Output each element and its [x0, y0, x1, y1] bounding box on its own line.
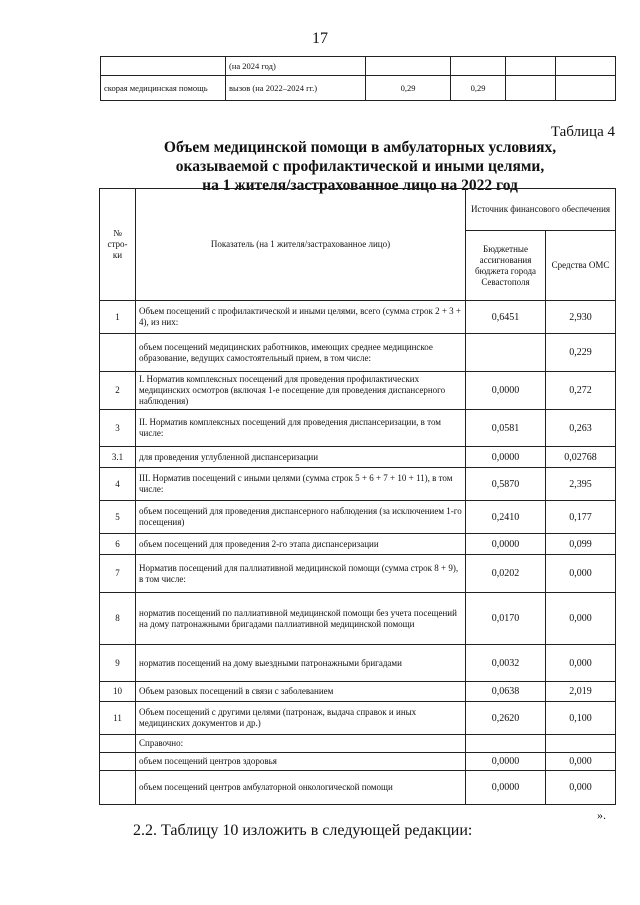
empty-cell — [556, 76, 616, 101]
row-number-header: № стро-ки — [100, 189, 136, 301]
table-row — [100, 468, 616, 501]
budget-value: 0,0000 — [466, 372, 546, 410]
table-row — [100, 593, 616, 645]
title-line: оказываемой с профилактической и иными целями, — [175, 158, 545, 175]
oms-value: 2,395 — [546, 468, 616, 501]
oms-value: 0,272 — [546, 372, 616, 410]
row-text: Объем разовых посещений в связи с заболеванием — [136, 682, 466, 702]
empty-cell — [506, 57, 556, 76]
value-cell — [451, 57, 506, 76]
row-number — [100, 771, 136, 805]
row-text: объем посещений медицинских работников, имеющих среднее медицинское образование, ведущих самостоятельный прием, в том числе: — [136, 334, 466, 372]
budget-value: 0,6451 — [466, 301, 546, 334]
table-row — [100, 753, 616, 771]
oms-value: 0,02768 — [546, 447, 616, 468]
oms-value: 0,000 — [546, 771, 616, 805]
row-number: 1 — [100, 301, 136, 334]
table-row — [100, 447, 616, 468]
table-row — [101, 76, 616, 101]
row-number: 3 — [100, 410, 136, 447]
budget-value — [466, 735, 546, 753]
oms-value: 0,263 — [546, 410, 616, 447]
row-text: норматив посещений на дому выездными патронажными бригадами — [136, 645, 466, 682]
oms-value: 0,000 — [546, 645, 616, 682]
budget-value: 0,0000 — [466, 534, 546, 555]
budget-value: 0,2410 — [466, 501, 546, 534]
row-text: I. Норматив комплексных посещений для проведения профилактических медицинских осмотров (включая 1-е посещение для проведения диспансерного наблюдения) — [136, 372, 466, 410]
oms-value: 2,019 — [546, 682, 616, 702]
budget-value: 0,0638 — [466, 682, 546, 702]
budget-value — [466, 334, 546, 372]
budget-value: 0,2620 — [466, 702, 546, 735]
row-number — [100, 334, 136, 372]
budget-value: 0,0000 — [466, 753, 546, 771]
budget-header: Бюджетные ассигнования бюджета города Севастополя — [466, 231, 546, 301]
row-text: объем посещений для проведения 2-го этапа диспансеризации — [136, 534, 466, 555]
row-number: 8 — [100, 593, 136, 645]
previous-table-fragment — [100, 56, 616, 101]
unit-cell: (на 2024 год) — [226, 57, 366, 76]
row-number — [100, 735, 136, 753]
row-text: II. Норматив комплексных посещений для проведения диспансеризации, в том числе: — [136, 410, 466, 447]
table-row — [100, 555, 616, 593]
row-number: 3.1 — [100, 447, 136, 468]
oms-value: 0,000 — [546, 593, 616, 645]
table-row — [100, 372, 616, 410]
table-row — [100, 301, 616, 334]
page-number: 17 — [312, 30, 328, 47]
table-row — [100, 645, 616, 682]
row-number — [100, 753, 136, 771]
row-text: Объем посещений с другими целями (патронаж, выдача справок и иных медицинских документов и др.) — [136, 702, 466, 735]
table-row — [100, 682, 616, 702]
budget-value: 0,0000 — [466, 771, 546, 805]
care-type-cell: скорая медицинская помощь — [101, 76, 226, 101]
oms-value: 0,000 — [546, 555, 616, 593]
row-text: норматив посещений по паллиативной медицинской помощи без учета посещений на дому патронажными бригадами паллиативной медицинской помощи — [136, 593, 466, 645]
row-text: Справочно: — [136, 735, 466, 753]
volume-table — [99, 188, 616, 805]
indicator-header: Показатель (на 1 жителя/застрахованное лицо) — [136, 189, 466, 301]
budget-value: 0,0202 — [466, 555, 546, 593]
unit-cell: вызов (на 2022–2024 гг.) — [226, 76, 366, 101]
title-line: Объем медицинской помощи в амбулаторных условиях, — [163, 139, 557, 156]
value-cell — [366, 57, 451, 76]
value-cell: 0,29 — [451, 76, 506, 101]
empty-cell — [506, 76, 556, 101]
row-text: Норматив посещений для паллиативной медицинской помощи (сумма строк 8 + 9), в том числе: — [136, 555, 466, 593]
row-text: III. Норматив посещений с иными целями (сумма строк 5 + 6 + 7 + 10 + 11), в том числе: — [136, 468, 466, 501]
row-number: 9 — [100, 645, 136, 682]
row-number: 6 — [100, 534, 136, 555]
oms-header: Средства ОМС — [546, 231, 616, 301]
row-text: Объем посещений с профилактической и иными целями, всего (сумма строк 2 + 3 + 4), из них: — [136, 301, 466, 334]
title-line: на 1 жителя/застрахованное лицо на 2022 год — [202, 177, 518, 194]
row-number: 5 — [100, 501, 136, 534]
row-number: 4 — [100, 468, 136, 501]
funding-source-header: Источник финансового обеспечения — [466, 189, 616, 231]
budget-value: 0,0170 — [466, 593, 546, 645]
table-row — [100, 501, 616, 534]
header-row — [100, 189, 616, 231]
budget-value: 0,0032 — [466, 645, 546, 682]
table-label: Таблица 4 — [550, 124, 615, 140]
row-text: объем посещений центров здоровья — [136, 753, 466, 771]
oms-value — [546, 735, 616, 753]
table-title — [140, 138, 580, 195]
section-heading: 2.2. Таблицу 10 изложить в следующей редакции: — [133, 822, 473, 839]
oms-value: 0,229 — [546, 334, 616, 372]
budget-value: 0,0000 — [466, 447, 546, 468]
row-number: 2 — [100, 372, 136, 410]
row-text: для проведения углубленной диспансеризации — [136, 447, 466, 468]
row-text: объем посещений центров амбулаторной онкологической помощи — [136, 771, 466, 805]
table-row — [100, 334, 616, 372]
table-row — [100, 735, 616, 753]
table-row — [100, 771, 616, 805]
oms-value: 0,100 — [546, 702, 616, 735]
row-text: объем посещений для проведения диспансерного наблюдения (за исключением 1-го посещения) — [136, 501, 466, 534]
value-cell: 0,29 — [366, 76, 451, 101]
table-row — [100, 534, 616, 555]
budget-value: 0,5870 — [466, 468, 546, 501]
row-number: 11 — [100, 702, 136, 735]
budget-value: 0,0581 — [466, 410, 546, 447]
row-number: 7 — [100, 555, 136, 593]
empty-cell — [556, 57, 616, 76]
closing-quote: ». — [597, 808, 606, 822]
care-type-cell — [101, 57, 226, 76]
oms-value: 0,000 — [546, 753, 616, 771]
row-number: 10 — [100, 682, 136, 702]
table-row — [100, 410, 616, 447]
table-row — [100, 702, 616, 735]
oms-value: 0,099 — [546, 534, 616, 555]
oms-value: 0,177 — [546, 501, 616, 534]
table-row — [101, 57, 616, 76]
oms-value: 2,930 — [546, 301, 616, 334]
